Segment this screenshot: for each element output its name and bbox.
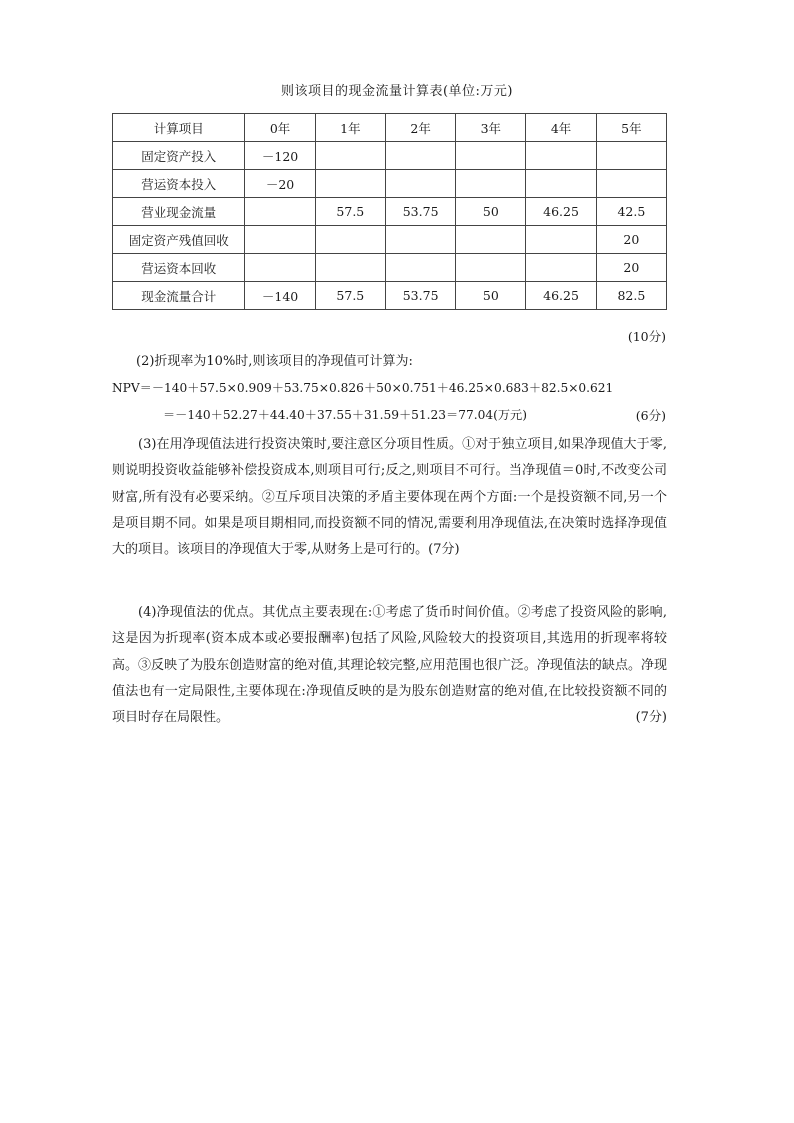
- score-part1: (10分): [627, 329, 666, 344]
- table-cell: 46.25: [526, 198, 596, 226]
- table-cell: 53.75: [385, 198, 455, 226]
- row-label: 固定资产投入: [113, 142, 245, 170]
- q2-intro: (2)折现率为10%时,则该项目的净现值可计算为:: [136, 354, 413, 369]
- table-cell: [385, 170, 455, 198]
- header-cell: 5年: [596, 114, 666, 142]
- header-cell: 2年: [385, 114, 455, 142]
- table-cell: [456, 254, 526, 282]
- table-row: [113, 170, 667, 198]
- table-cell: 50: [456, 198, 526, 226]
- header-cell: 计算项目: [113, 114, 245, 142]
- table-cell: [596, 142, 666, 170]
- table-cell: 82.5: [596, 282, 666, 310]
- table-cell: [245, 254, 315, 282]
- table-cell: 50: [456, 282, 526, 310]
- table-cell: 57.5: [315, 198, 385, 226]
- table-cell: [596, 170, 666, 198]
- table-cell: [245, 226, 315, 254]
- table-cell: －140: [245, 282, 315, 310]
- row-label: 现金流量合计: [113, 282, 245, 310]
- npv-formula-line2: ＝－140＋52.27＋44.40＋37.55＋31.59＋51.23＝77.04(万元): [163, 408, 527, 422]
- table-cell: [526, 254, 596, 282]
- table-cell: [315, 142, 385, 170]
- row-label: 营运资本回收: [113, 254, 245, 282]
- header-cell: 4年: [526, 114, 596, 142]
- table-cell: 46.25: [526, 282, 596, 310]
- table-row: [113, 254, 667, 282]
- table-caption: 则该项目的现金流量计算表(单位:万元): [280, 84, 514, 99]
- table-cell: [315, 254, 385, 282]
- table-cell: [385, 254, 455, 282]
- table-row: [113, 142, 667, 170]
- cash-flow-table: [112, 113, 667, 310]
- table-cell: [526, 142, 596, 170]
- table-row-total: [113, 282, 667, 310]
- table-cell: [315, 226, 385, 254]
- table-cell: [456, 226, 526, 254]
- row-label: 固定资产残值回收: [113, 226, 245, 254]
- table-cell: [385, 226, 455, 254]
- q4-text: (4)净现值法的优点。其优点主要表现在:①考虑了货币时间价值。②考虑了投资风险的影响,这是因为折现率(资本成本或必要报酬率)包括了风险,风险较大的投资项目,其选用的折现率将较高。③反映了为股东创造财富的绝对值,其理论较完整,应用范围也很广泛。净现值法的缺点。净现值法也有一定局限性,主要体现在:净现值反映的是为股东创造财富的绝对值,在比较投资额不同的项目时存在局限性。: [112, 605, 667, 726]
- table-cell: 20: [596, 226, 666, 254]
- header-cell: 0年: [245, 114, 315, 142]
- table-cell: [385, 142, 455, 170]
- q3-paragraph: (3)在用净现值法进行投资决策时,要注意区分项目性质。①对于独立项目,如果净现值大于零,则说明投资收益能够补偿投资成本,则项目可行;反之,则项目不可行。当净现值＝0时,不改变公司财富,所有没有必要采纳。②互斥项目决策的矛盾主要体现在两个方面:一个是投资额不同,另一个是项目期不同。如果是项目期相同,而投资额不同的情况,需要利用净现值法,在决策时选择净现值大的项目。该项目的净现值大于零,从财务上是可行的。(7分): [112, 437, 667, 558]
- header-cell: 1年: [315, 114, 385, 142]
- table-row: [113, 198, 667, 226]
- table-cell: －120: [245, 142, 315, 170]
- table-cell: －20: [245, 170, 315, 198]
- table-cell: [456, 170, 526, 198]
- table-row: [113, 226, 667, 254]
- q4-paragraph: [112, 600, 667, 731]
- table-header-row: [113, 114, 667, 142]
- score-part4: (7分): [635, 710, 667, 726]
- table-cell: 20: [596, 254, 666, 282]
- table-cell: [315, 170, 385, 198]
- row-label: 营业现金流量: [113, 198, 245, 226]
- score-part2: (6分): [635, 408, 666, 423]
- table-cell: [526, 226, 596, 254]
- header-cell: 3年: [456, 114, 526, 142]
- table-cell: [456, 142, 526, 170]
- table-cell: [245, 198, 315, 226]
- row-label: 营运资本投入: [113, 170, 245, 198]
- table-cell: [526, 170, 596, 198]
- npv-formula-line1: NPV＝－140＋57.5×0.909＋53.75×0.826＋50×0.751＋46.25×0.683＋82.5×0.621: [112, 381, 614, 395]
- table-cell: 53.75: [385, 282, 455, 310]
- table-cell: 57.5: [315, 282, 385, 310]
- table-cell: 42.5: [596, 198, 666, 226]
